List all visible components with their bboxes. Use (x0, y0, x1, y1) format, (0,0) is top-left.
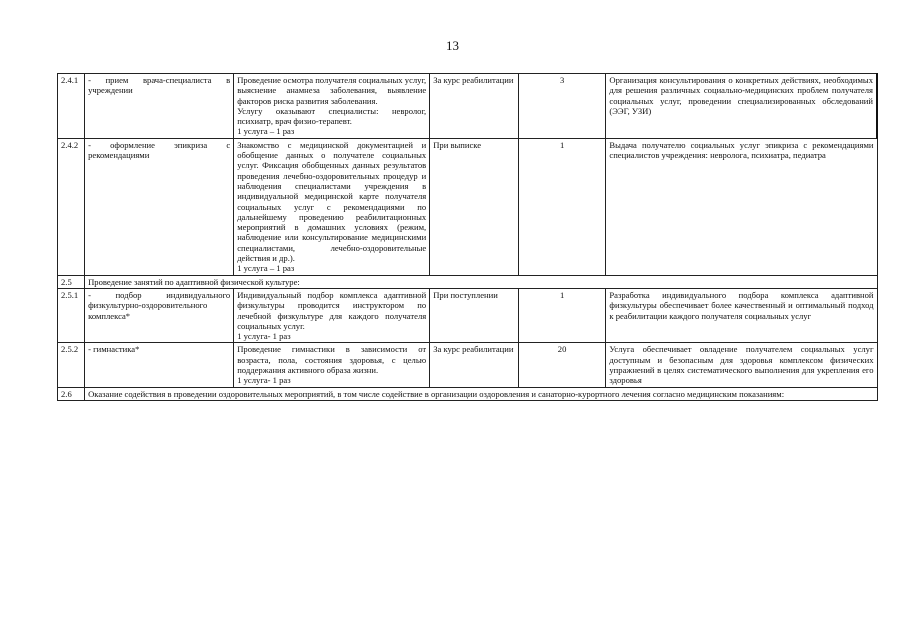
frequency-note: 1 услуга- 1 раз (237, 331, 291, 342)
section-row (58, 275, 878, 288)
frequency-note: 1 услуга – 1 раз (237, 126, 295, 137)
description-text: Услугу оказывают специалисты: невролог, психиатр, врач физио-терапевт. (237, 105, 427, 127)
service-name: - оформление эпикриза с рекомендациями (85, 138, 234, 275)
frequency-note: 1 услуга – 1 раз (237, 263, 295, 274)
section-number: 2.5 (58, 275, 85, 288)
service-quantity: 3 (518, 74, 606, 139)
page-number: 13 (446, 38, 459, 53)
table-row (58, 343, 878, 387)
description-text: Знакомство с медицинской документацией и обобщение данных о получателе социальных услуг. Фиксация обобщенных данных результатов проведения лечебно-оздоровительных процедур и наблюдения специалистами учреждения в индивидуальной медицинской карте получателя социальных услуг с рекомендациями по дальнейшему проведению реабилитационных мероприятий в домашних условиях (режим, наблюдение или консультирование медицинскими специалистами, лечебно-оздоровительные действия и др.). (237, 139, 427, 264)
row-number: 2.4.1 (58, 74, 85, 139)
service-result: Выдача получателю социальных услуг эпикриза с рекомендациями специалистов учреждения: невролога, психиатра, педиатра (606, 138, 877, 275)
service-description (234, 288, 430, 342)
table-row (58, 288, 878, 342)
services-table (57, 73, 878, 401)
service-result: Услуга обеспечивает овладение получателем социальных услуг доступным и безопасным для здоровья комплексом физических упражнений в целях систематического выполнения для укрепления его здоровья (606, 343, 877, 387)
service-name: - прием врача-специалиста в учреждении (85, 74, 234, 139)
service-period: За курс реабилитации (430, 74, 519, 139)
frequency-note: 1 услуга- 1 раз (237, 375, 291, 386)
description-text: Проведение осмотра получателя социальных услуг, выяснение анамнеза заболевания, выявление факторов риска развития заболевания. (237, 75, 427, 106)
service-period: При поступлении (430, 288, 519, 342)
section-number: 2.6 (58, 387, 85, 400)
service-result: Организация консультирования о конкретных действиях, необходимых для решения различных социально-медицинских проблем получателя социальных услуг, проведении специализированных обследований (ЭЭГ, УЗИ) (606, 74, 877, 139)
table-row (58, 138, 878, 275)
service-description (234, 343, 430, 387)
description-text: Индивидуальный подбор комплекса адаптивной физкультуры проводится инструктором по лечебной физкультуре для каждого получателя социальных услуг. (237, 289, 427, 331)
description-text: Проведение гимнастики в зависимости от возраста, пола, состояния здоровья, с целью поддержания активного образа жизни. (237, 344, 427, 376)
service-period: При выписке (430, 138, 519, 275)
table-row (58, 74, 878, 139)
service-name: - гимнастика* (85, 343, 234, 387)
row-number: 2.5.1 (58, 288, 85, 342)
service-name: - подбор индивидуального физкультурно-оздоровительного комплекса* (85, 288, 234, 342)
row-number: 2.5.2 (58, 343, 85, 387)
section-title: Оказание содействия в проведении оздоровительных мероприятий, в том числе содействие в организации оздоровления и санаторно-курортного лечения согласно медицинским показаниям: (85, 387, 877, 400)
row-number: 2.4.2 (58, 138, 85, 275)
service-description (234, 138, 430, 275)
service-quantity: 20 (518, 343, 606, 387)
service-quantity: 1 (518, 288, 606, 342)
section-row (58, 387, 878, 400)
service-description (234, 74, 430, 139)
section-title: Проведение занятий по адаптивной физической культуре: (85, 275, 877, 288)
service-quantity: 1 (518, 138, 606, 275)
service-result: Разработка индивидуального подбора комплекса адаптивной физкультуры обеспечивает более качественный и оптимальный подход к реабилитации каждого получателя социальных услуг (606, 288, 877, 342)
service-period: За курс реабилитации (430, 343, 519, 387)
